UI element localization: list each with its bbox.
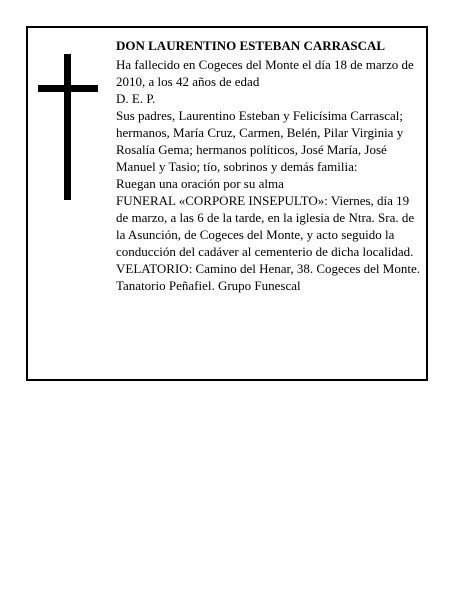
notice-body	[116, 37, 424, 294]
rest-in-peace: D. E. P.	[116, 91, 156, 106]
deceased-name: DON LAURENTINO ESTEBAN CARRASCAL	[116, 38, 386, 53]
prayer-request: Ruegan una oración por su alma	[116, 176, 284, 191]
obituary-notice	[26, 26, 428, 381]
funeral-details: FUNERAL «CORPORE INSEPULTO»: Viernes, día 19 de marzo, a las 6 de la tarde, en la iglesia de Ntra. Sra. de la Asunción, de Cogeces del Monte, y acto seguido la conducción del cadáver al cementerio de dicha localidad.	[116, 193, 415, 259]
cross-vertical-bar	[64, 54, 71, 200]
funeral-home: Tanatorio Peñafiel. Grupo Funescal	[116, 278, 301, 293]
wake-details: VELATORIO: Camino del Henar, 38. Cogeces del Monte.	[116, 261, 420, 276]
death-announcement: Ha fallecido en Cogeces del Monte el día 18 de marzo de 2010, a los 42 años de edad	[116, 57, 414, 89]
cross-icon	[38, 54, 98, 200]
family-list: Sus padres, Laurentino Esteban y Felicísima Carrascal; hermanos, María Cruz, Carmen, Belén, Pilar Virginia y Rosalía Gema; hermanos políticos, José María, José Manuel y Tasio; tío, sobrinos y demás familia:	[116, 108, 404, 174]
cross-horizontal-bar	[38, 85, 98, 92]
